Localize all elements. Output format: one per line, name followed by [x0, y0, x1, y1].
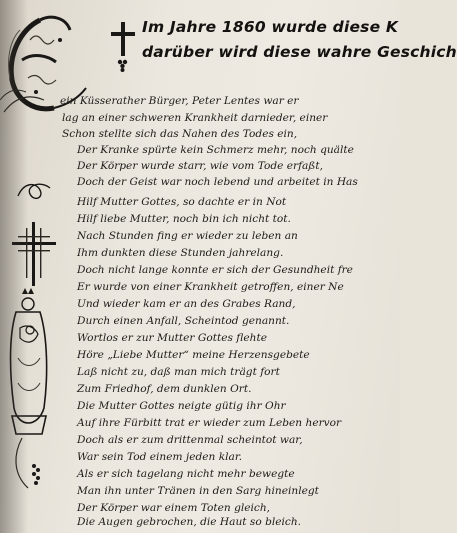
verse-line: Zum Friedhof, dem dunklen Ort. [77, 383, 252, 395]
madonna-illustration [4, 288, 54, 498]
verse-line: Laß nicht zu, daß man mich trägt fort [77, 366, 280, 378]
verse-line: Als er sich tagelang nicht mehr bewegte [77, 468, 295, 480]
verse-line: Auf ihre Fürbitt trat er wieder zum Leben hervor [77, 417, 342, 429]
decorated-initial-e [0, 0, 120, 130]
verse-line: Er wurde von einer Krankheit getroffen, einer Ne [77, 281, 344, 293]
verse-line: Die Mutter Gottes neigte gütig ihr Ohr [77, 400, 286, 412]
verse-line: Der Körper wurde starr, wie vom Tode erfaßt, [77, 160, 324, 172]
title-line-1: Im Jahre 1860 wurde diese K [142, 18, 399, 36]
verse-line: ein Küsserather Bürger, Peter Lentes war er [60, 95, 299, 107]
cross-icon [108, 22, 138, 74]
verse-line: Der Körper war einem Toten gleich, [77, 502, 271, 514]
verse-line: Nach Stunden fing er wieder zu leben an [77, 230, 298, 242]
verse-line: Wortlos er zur Mutter Gottes flehte [77, 332, 267, 344]
verse-line: Hilf liebe Mutter, noch bin ich nicht tot. [77, 213, 291, 225]
verse-line: War sein Tod einem jeden klar. [77, 451, 243, 463]
verse-line: Höre „Liebe Mutter“ meine Herzensgebete [77, 349, 310, 361]
verse-line: Doch der Geist war noch lebend und arbeitet in Has [77, 176, 358, 188]
verse-line: Doch als er zum drittenmal scheintot war, [77, 434, 303, 446]
flourish-ornament [14, 178, 54, 204]
title-line-2: darüber wird diese wahre Geschich [142, 43, 457, 61]
verse-line: Hilf Mutter Gottes, so dachte er in Not [77, 196, 287, 208]
verse-line: Durch einen Anfall, Scheintod genannt. [77, 315, 290, 327]
verse-line: Ihm dunkten diese Stunden jahrelang. [77, 247, 284, 259]
verse-line: Und wieder kam er an des Grabes Rand, [77, 298, 296, 310]
verse-line: Der Kranke spürte kein Schmerz mehr, noch quälte [77, 144, 354, 156]
verse-line: Schon stellte sich das Nahen des Todes ein, [62, 128, 298, 140]
verse-line: Doch nicht lange konnte er sich der Gesundheit fre [77, 264, 353, 276]
verse-line: Die Augen gebrochen, die Haut so bleich. [77, 516, 302, 528]
verse-line: Man ihn unter Tränen in den Sarg hineinlegt [77, 485, 319, 497]
radiant-cross-icon [12, 222, 56, 286]
verse-line: lag an einer schweren Krankheit darnieder, einer [62, 112, 328, 124]
